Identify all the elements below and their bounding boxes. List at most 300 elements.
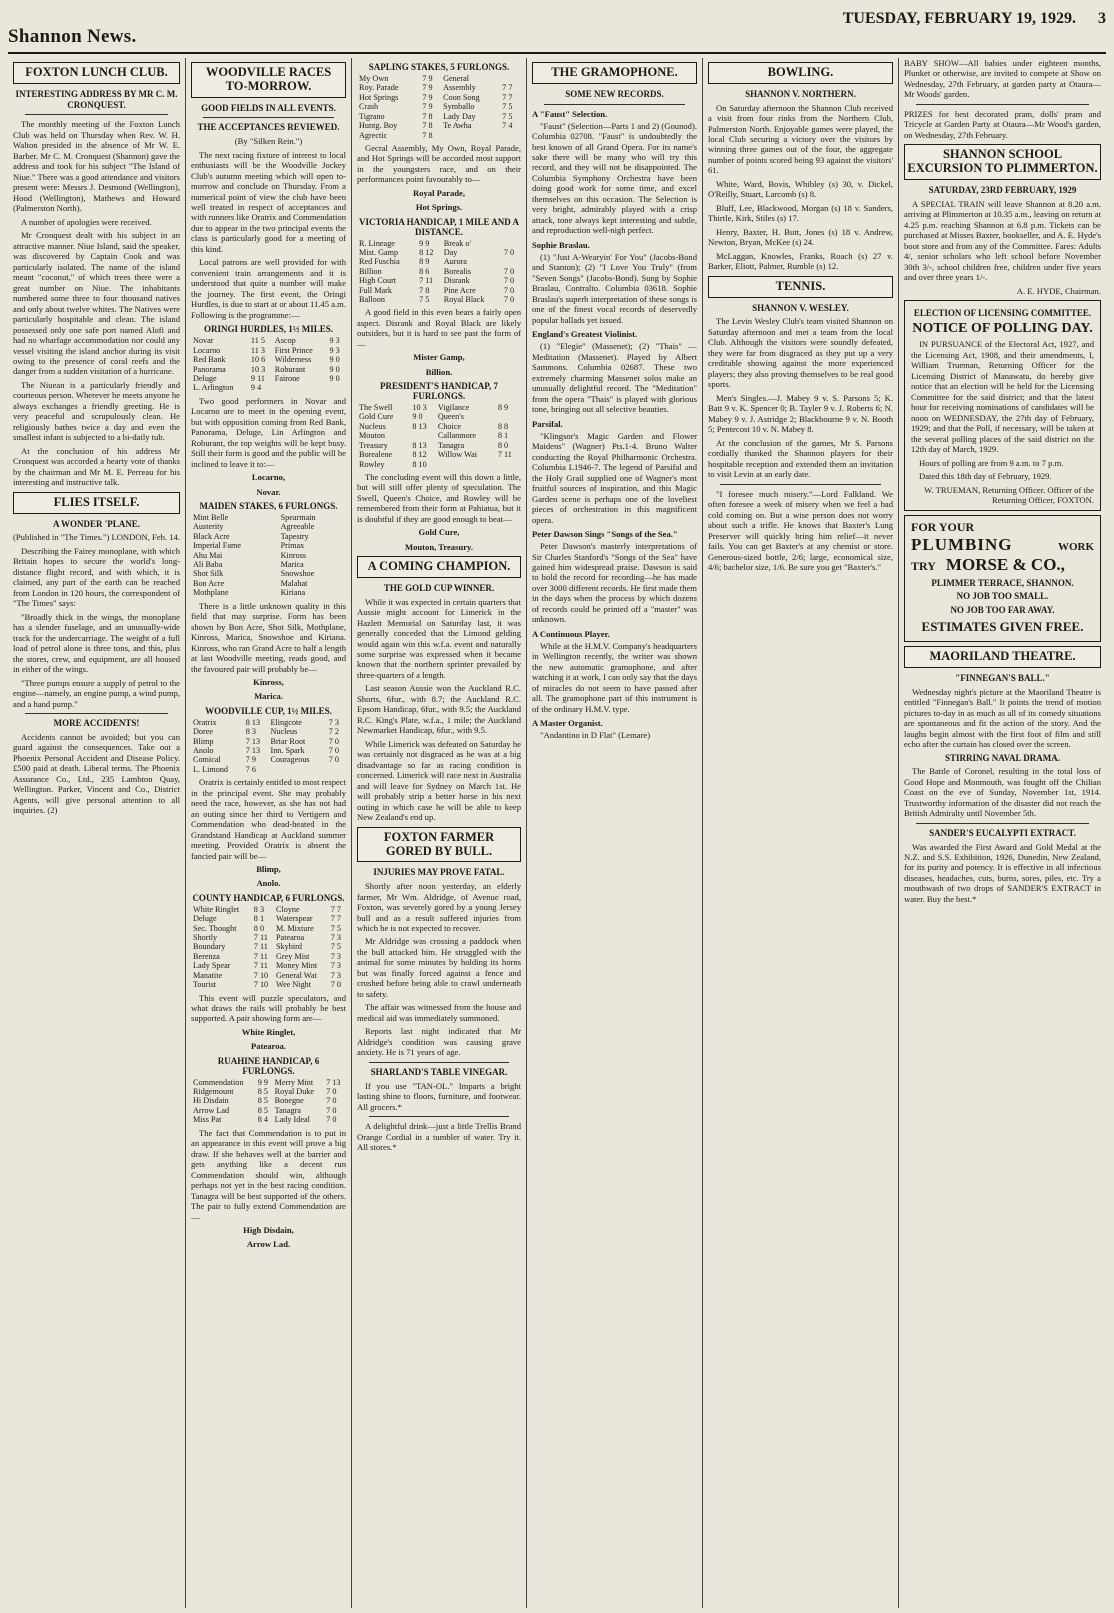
record-section-head: A "Faust" Selection. — [532, 108, 608, 119]
weights-row — [357, 112, 521, 121]
horse-name: Willow Wai — [437, 450, 477, 460]
horse-weight: 8 10 — [412, 459, 427, 469]
races-headline: WOODVILLE RACES TO-MORROW. — [191, 62, 346, 98]
horse-weight: 7 11 — [253, 932, 268, 942]
weights-row — [191, 1115, 346, 1124]
horse-weight: 7 8 — [422, 111, 433, 121]
horse-weight: 7 10 — [253, 970, 269, 980]
tennis-headline: TENNIS. — [708, 276, 893, 298]
horse-name: Wilderness — [274, 355, 312, 365]
horse-name: Malahat — [280, 578, 308, 588]
horse-weight — [340, 579, 346, 588]
plumbing-slogan2: NO JOB TOO FAR AWAY. — [950, 605, 1055, 616]
horse-name: Shot Silk — [193, 569, 224, 579]
article-paragraph: Mr Cronquest dealt with his subject in an attractive manner. Niue Island, said the speaker, was discovered by Captain Cook and was particularly isolated. The name of the island meant "coconut," of which trees there were a great number on Niue. The inhabitants numbered some three to four thousand natives and only about twelve whites. The Natives were particularly hospitable and clean. The island possessed only one safe port named Alofi and had no wharfage accommodation nor could any vessel visiting the island anchor during its visit owing to the presence of coral reefs and the danger from a sudden visitation of a hurricane. — [13, 230, 180, 377]
horse-name: Roburant — [274, 364, 306, 374]
race-tip: Mister Gamp, — [413, 352, 465, 363]
weights-row — [191, 942, 346, 951]
horse-name: Royal Black — [443, 295, 485, 305]
horse-name: L. Limond — [193, 764, 229, 774]
accidents-headline: MORE ACCIDENTS! — [53, 718, 140, 729]
advert-text: "I foresee much misery."—Lord Falkland. We often foresee a week of misery when we feel a bad cold coming on. But a wise person does not worry about such a trifle. He knows that Baxter's Lung Preserver will quickly bring him relief—it never fails. You can get Baxter's at any chemist or store. Generous-sized bottle, 2/6; large, economical size, 4/6; bachelor size, 1/6. Be sure you get "Baxter's." — [708, 488, 893, 573]
horse-weight: 7 0 — [330, 980, 341, 990]
horse-weight: 7 0 — [326, 1096, 337, 1106]
plumbing-line1: FOR YOUR — [911, 519, 975, 534]
horse-name: Lady Ideal — [274, 1115, 310, 1125]
horse-name: Oratrix — [193, 717, 217, 727]
horse-weight: 8 12 — [419, 247, 434, 257]
horse-weight: 8 3 — [245, 727, 256, 737]
horse-weight: 7 7 — [330, 914, 341, 924]
horse-weight: 7 0 — [503, 295, 515, 305]
horse-name: Full Mark — [359, 285, 392, 295]
horse-weight — [327, 765, 346, 774]
horse-weight: 7 13 — [245, 736, 261, 746]
weights-row — [191, 569, 346, 578]
horse-weight: 8 0 — [253, 923, 265, 933]
horse-weight: 8 1 — [497, 431, 509, 441]
horse-name: M. Mixture — [276, 923, 314, 933]
bowling-headline: BOWLING. — [708, 62, 893, 84]
horse-name: My Own — [359, 74, 389, 83]
horse-name: Marica — [280, 559, 304, 569]
record-section-head: England's Greatest Violinist. — [532, 329, 638, 340]
farmer-subhead: INJURIES MAY PROVE FATAL. — [373, 867, 505, 878]
horse-weight: 7 0 — [326, 1115, 337, 1125]
horse-name: Crash — [359, 102, 379, 112]
horse-weight: 7 13 — [326, 1077, 341, 1087]
record-section-head: A Master Organist. — [532, 718, 603, 729]
bowling-subhead: SHANNON V. NORTHERN. — [745, 88, 856, 99]
column-6 — [899, 58, 1106, 1608]
horse-weight: 7 0 — [503, 266, 515, 276]
horse-name: Kiriana — [280, 588, 306, 598]
weights-row — [191, 755, 346, 764]
race-title: COUNTY HANDICAP, 6 FURLONGS. — [192, 892, 345, 903]
article-paragraph: Henry, Baxter, H. Butt, Jones (s) 18 v. Andrew, Newton, Bryan, McKee (s) 24. — [708, 226, 893, 248]
film-title: "FINNEGAN'S BALL." — [955, 672, 1050, 683]
horse-weight: 7 5 — [330, 942, 341, 952]
weights-row — [191, 971, 346, 980]
gramophone-subhead: SOME NEW RECORDS. — [565, 88, 664, 99]
horse-name: Gold Cure — [359, 412, 394, 422]
weights-row — [191, 346, 346, 355]
horse-weight: 7 3 — [328, 717, 339, 727]
divider — [369, 1062, 509, 1063]
horse-name — [273, 383, 328, 392]
article-paragraph: (1) "Elegie" (Massenet); (2) "Thais" — Meditation (Massenet). Played by Albert Sammons. Columbia 02687. These two extremely charming Massenet solos make an unusually delightful record. The "Meditation" from the opera "Thais" is played with glorious tone, bringing out all selective beauties. — [532, 341, 697, 415]
horse-name: Coon Song — [443, 92, 480, 102]
horse-name: Locarno — [193, 345, 221, 355]
weights-row — [357, 450, 521, 459]
theatre-headline: MAORILAND THEATRE. — [904, 646, 1101, 668]
horse-name: General Wat — [276, 970, 317, 980]
article-paragraph: "Broadly thick in the wings, the monoplane has a slender fuselage, and an unusually-wide track for the undercarriage. The weight of a full load of petrol alone is three tons, and this, plus the stores, crew, and equipment, are all housed in either of the wings. — [13, 611, 180, 675]
weights-row — [357, 93, 521, 102]
horse-weight: 7 9 — [422, 102, 433, 112]
horse-weight: 9 0 — [412, 412, 423, 422]
drama-text: The Battle of Coronel, resulting in the total loss of Good Hope and Monmouth, was fought off the Chilian Coast on the eve of Sunday, November 1st, 1914. Trustworthy information of the disaster did not reach the British Admiralty until November 5th. — [904, 766, 1101, 819]
weights-row — [357, 460, 521, 469]
horse-name: Fairone — [274, 374, 300, 384]
horse-name: Elingcote — [270, 717, 302, 727]
horse-name: Sec. Thought — [193, 923, 237, 933]
horse-name: Berenza — [193, 951, 220, 961]
race-tip: Hot Springs. — [415, 202, 463, 213]
horse-weight: 7 2 — [328, 727, 339, 737]
advert-text: A delightful drink—just a little Trellis Brand Orange Cordial in a tumbler of water. Try it. All stores.* — [357, 1121, 521, 1153]
plumbing-firm: MORSE & CO., — [945, 554, 1065, 574]
horse-name: Ascop — [274, 336, 296, 346]
horse-weight: 8 4 — [257, 1115, 268, 1125]
race-tip: Arrow Lad. — [246, 1239, 291, 1250]
article-paragraph: Describing the Fairey monoplane, with which Britain hopes to secure the world's long-distance flight record, and with which, it is claimed, any part of the earth can be reached from London in 120 hours, the correspondent of "The Times" says: — [13, 545, 180, 609]
horse-name: Anolo — [193, 745, 214, 755]
weights-row — [191, 765, 346, 774]
horse-weight: 7 6 — [245, 764, 256, 774]
race-comment: Oratrix is certainly entitled to most respect in the principal event. She may probably need the race, however, as she has not had an outing since her third to Vertigern and Commendation who dead-heated in the Grandstand Handicap at Auckland summer meeting. Provided Oratrix is absent the fancied pair will be— — [191, 777, 347, 861]
lunch-club-subhead: INTERESTING ADDRESS BY MR C. M. CRONQUEST. — [15, 88, 178, 110]
horse-name — [436, 460, 496, 469]
horse-weight: 7 11 — [253, 942, 268, 952]
horse-weight: 7 7 — [330, 904, 341, 914]
plumbing-try: TRY — [911, 558, 936, 573]
weights-row — [357, 131, 521, 140]
horse-name: Ridgemount — [193, 1087, 234, 1097]
weights-row — [357, 403, 521, 412]
horse-weight — [340, 569, 346, 578]
race-tip: Anolo. — [256, 878, 281, 889]
excursion-headline: SHANNON SCHOOL EXCURSION TO PLIMMERTON. — [904, 144, 1101, 180]
horse-weight: 10 6 — [250, 355, 266, 365]
plumbing-advert — [904, 515, 1101, 642]
weights-table — [357, 74, 521, 140]
race-tip: Marica. — [254, 691, 283, 702]
horse-weight: 7 0 — [326, 1087, 337, 1097]
divider — [25, 114, 168, 115]
article-paragraph: McLaggan, Knowles, Franks, Roach (s) 27 v. Barker, Eliott, Palmer, Rumble (s) 12. — [708, 250, 893, 272]
article-paragraph: Reports last night indicated that Mr Aldridge's condition was causing grave anxiety. He is 71 years of age. — [357, 1026, 521, 1058]
weights-table — [191, 1078, 346, 1125]
article-paragraph: Shortly after noon yesterday, an elderly farmer, Mr Wm. Aldridge, of Avenue road, Foxton, was severely gored by a young Jersey bull and as a result suffered injuries from which he is not expected to recover. — [357, 881, 521, 933]
article-paragraph: At the conclusion of his address Mr Cronquest was accorded a hearty vote of thanks by the chairman and Mr M. E. Perreau for his interesting and instructive talk. — [13, 445, 180, 488]
section-head: THE ACCEPTANCES REVIEWED. — [197, 122, 340, 133]
weights-table — [191, 336, 346, 393]
article-paragraph: While Limerick was defeated on Saturday he was certainly not disgraced as he was at a big disadvantage so far as racing condition is concerned. Limerick will race next in Australia and will leave for Sydney on March 1st. He will probably strip a better horse in his next outing in which case he will be able to keep New Zealand's end up. — [357, 738, 521, 823]
horse-name: Arrow Lad — [193, 1105, 230, 1115]
horse-weight: 8 13 — [412, 421, 427, 431]
horse-name: Ali Baba — [193, 559, 223, 569]
horse-weight: 7 13 — [245, 745, 261, 755]
horse-weight — [340, 560, 346, 569]
weights-row — [357, 83, 521, 92]
election-signature: W. TRUEMAN, Returning Officer. Officer of the Returning Officer, FOXTON. — [924, 484, 1094, 505]
weights-row — [357, 276, 521, 285]
horse-name: Deluge — [193, 374, 217, 384]
horse-weight: 7 0 — [326, 1105, 337, 1115]
horse-weight: 8 6 — [419, 266, 430, 276]
horse-weight — [502, 239, 521, 248]
article-paragraph: Peter Dawson's masterly interpretations of Sir Charles Stanford's "Songs of the Sea" have gained him widespread praise. Dawson is said to hold the record for recording—he has made over 3000 different records. He first made them in the days when the process by which dozens of records could be printed off a "master" was unknown. — [532, 541, 697, 625]
horse-name: Rowley — [359, 459, 385, 469]
race-tip: Mouton, Treasury. — [404, 541, 474, 552]
race-list — [191, 324, 346, 1249]
article-paragraph: (1) "Just A-Wearyin' For You" (Jacobs-Bond and Stanton); (2) "I Love You Truly" (from "Seven Songs" (Jacobs-Bond). Sung by Sophie Braslau, Contralto. Columbia 03618. Sophie Braslau's superb interpretation of these songs is one of the finest vocal records of deservedly popular ballads yet issued. — [532, 251, 697, 325]
divider — [720, 484, 881, 485]
weights-table — [191, 905, 346, 990]
horse-name: Hi Disdain — [193, 1096, 229, 1106]
horse-weight: 8 1 — [253, 914, 265, 924]
horse-weight: 10 3 — [250, 364, 266, 374]
article-paragraph: "Klingsor's Magic Garden and Flower Maidens" (Wagner) Pts.1-4. Bruno Walter conducting the Royal Philharmonic Orchestra. Columbia L1946-7. The legend of Parsifal and the Holy Grail supplied one of Wagner's most fruitful sources of inspiration, and this Magic Garden scene is perhaps one of the loveliest pieces of orchestration in this magnificent opera. — [532, 430, 697, 525]
plumbing-slogan1: NO JOB TOO SMALL. — [956, 591, 1049, 602]
byline: (By "Silken Rein.") — [234, 136, 303, 147]
horse-weight: 9 0 — [329, 364, 340, 374]
election-headline: ELECTION OF LICENSING COMMITTEE. — [913, 307, 1092, 318]
race-comment: There is a little unknown quality in this field that may surprise. Form has been shown by Bon Acre, Shot Silk, Mothplane, Kinross, Marica, Snowshoe and Kiriana. Kinross, who ran Grand Acre to half a length at last Woodville meeting, reads good, and the favoured pair will probably be— — [191, 600, 346, 674]
weights-row — [191, 588, 346, 597]
divider — [916, 104, 1089, 105]
horse-name: First Prince — [274, 345, 313, 355]
horse-name: Mint Belle — [193, 512, 229, 522]
race-tip: Kinross, — [253, 677, 284, 688]
horse-name: Grey Mist — [276, 951, 310, 961]
horse-weight: 7 0 — [328, 755, 339, 765]
theatre-text: Wednesday night's picture at the Maoriland Theatre is entitled "Finnegan's Ball." It points the trend of motion pictures to-day in as much as all of its comedy situations are spontaneous and fit the action of the story. And the laughs begin almost with the first foot of film and still echo after the curtain has closed over the screen. — [904, 686, 1101, 750]
horse-weight — [340, 588, 346, 597]
article-paragraph: "Faust" (Selection—Parts 1 and 2) (Gounod). Columbia 02708. "Faust" is undoubtedly the best known of all Grand Opera. For its name's sake there will be many who will try this record, and they will not be disappointed. The Columbia Symphony Orchestra have been doing good work for some time, and excel themselves on this occasion. The Selection is very bright, admirably played with a crisp attack, tone always kept interesting and subtle, and reproduction well-nigh perfect. — [532, 120, 697, 236]
horse-weight: 7 9 — [245, 755, 256, 765]
weights-row — [357, 295, 521, 304]
horse-weight — [496, 460, 521, 469]
divider — [25, 713, 168, 714]
weights-row — [191, 1078, 346, 1087]
horse-name: Inn. Spark — [270, 745, 305, 755]
horse-name: White Ringlet — [193, 904, 240, 914]
horse-name: Boundary — [193, 942, 226, 952]
weights-row — [191, 365, 346, 374]
horse-weight — [502, 257, 521, 266]
horse-weight — [340, 513, 346, 522]
race-comment: Gecral Assembly, My Own, Royal Parade, and Hot Springs will be accorded most support in the youngsters race, and on their performances point favourably to— — [357, 142, 521, 185]
horse-weight: 8 12 — [412, 450, 427, 460]
weights-row — [191, 746, 346, 755]
race-tip: White Ringlet, — [241, 1026, 296, 1037]
column-4 — [527, 58, 703, 1608]
horse-name: Commendation — [193, 1077, 244, 1087]
election-notice — [904, 300, 1101, 511]
weights-table — [191, 513, 346, 598]
horse-weight: 7 3 — [330, 951, 341, 961]
race-comment: A good field in this even bears a fairly open aspect. Disrank and Royal Black are likely outsiders, but it is hard to see past the form of— — [357, 307, 521, 349]
article-paragraph: A number of apologies were received. — [21, 216, 152, 227]
horse-name: Huntg. Boy — [359, 121, 398, 131]
horse-weight: 8 5 — [257, 1087, 268, 1097]
horse-name: L. Arlington — [193, 383, 234, 393]
weights-row — [191, 905, 346, 914]
divider — [544, 104, 685, 105]
article-paragraph: The Niuean is a particularly friendly and courteous person. Wherever he meets anyone he always exchanges a friendly greeting. He is very peaceful and scrupulously clean. He religiously bathes twice a day and even the smallest infant is subjected to a bi-daily tub. — [13, 379, 180, 443]
horse-weight: 9 11 — [250, 374, 265, 384]
horse-weight: 7 0 — [503, 285, 515, 295]
horse-weight: 9 4 — [250, 383, 262, 393]
horse-weight — [500, 131, 521, 140]
page-number: 3 — [1098, 10, 1106, 27]
dateline: (Published in "The Times.") LONDON, Feb. 14. — [13, 532, 180, 543]
column-3 — [352, 58, 527, 1608]
horse-weight: 7 5 — [330, 923, 341, 933]
flies-subhead: A WONDER 'PLANE. — [52, 518, 141, 529]
weights-row — [191, 718, 346, 727]
horse-weight: 11 5 — [250, 336, 265, 346]
horse-name: Pine Acre — [443, 285, 476, 295]
horse-name: Miss Pat — [193, 1115, 222, 1125]
champion-subhead: THE GOLD CUP WINNER. — [383, 582, 495, 593]
horse-name: Balloon — [359, 295, 385, 305]
weights-row — [357, 239, 521, 248]
weights-row — [357, 286, 521, 295]
weights-row — [191, 1087, 346, 1096]
record-section-head: Peter Dawson Sings "Songs of the Sea." — [532, 529, 678, 540]
advert-text: Accidents cannot be avoided; but you can guard against the consequences. Take out a Phoenix Personal Accident and Disease Policy. £500 paid at death. Liberal terms. The Phoenix Assurance Co., Ltd., 235 Lambton Quay, Wellington. Parker, Vincent and Co., District Agents, will give personal attention to all inquiries. (2) — [13, 731, 180, 816]
record-section-head: Parsifal. — [532, 418, 563, 429]
horse-name: Comical — [193, 755, 221, 765]
horse-weight — [410, 431, 436, 440]
weights-row — [191, 336, 346, 345]
horse-weight: 7 11 — [253, 951, 268, 961]
horse-name: High Court — [359, 276, 397, 286]
horse-name: Mist. Gamp — [359, 247, 399, 257]
horse-weight — [340, 532, 346, 541]
horse-name: Nucleus — [359, 421, 386, 431]
plumbing-line3: WORK — [1057, 540, 1094, 553]
horse-weight: 8 9 — [497, 403, 509, 413]
race-title: ORINGI HURDLES, 1½ MILES. — [203, 324, 334, 335]
columns — [8, 58, 1106, 1608]
horse-weight: 7 0 — [328, 736, 339, 746]
horse-name: Manatite — [193, 970, 223, 980]
horse-weight: 7 8 — [422, 121, 433, 131]
plumbing-address: PLIMMER TERRACE, SHANNON. — [931, 577, 1074, 588]
horse-name: Queen's — [437, 412, 464, 422]
horse-name: Assembly — [443, 83, 476, 93]
weights-table — [357, 239, 521, 305]
horse-name: Briar Root — [270, 736, 306, 746]
horse-name: Lady Spear — [193, 961, 231, 971]
horse-weight: 9 0 — [329, 374, 340, 384]
weights-row — [191, 727, 346, 736]
race-tip: Patearoa. — [251, 1041, 286, 1052]
article-paragraph: The next racing fixture of interest to local enthusiasts will be the Woodville Jockey Club's autumn meeting which will open to-morrow and conclude on Thursday. From a numerical point of view the club have been well treated in respect of acceptances and with runners like Oratrix and Commendation due to appear in the two principal events the class is particularly good for a meeting of this kind. — [191, 149, 346, 254]
race-title: WOODVILLE CUP, 1½ MILES. — [205, 705, 332, 716]
issue-date: TUESDAY, FEBRUARY 19, 1929. — [842, 10, 1076, 27]
election-hours: Hours of polling are from 9 a.m. to 7 p.m. — [919, 457, 1064, 468]
horse-name — [268, 765, 326, 774]
article-paragraph: While it was expected in certain quarters that Aussie might account for Limerick in the Hazlett Memorial on Saturday last, it was generally conceded that the Limond gelding would again win this w.f.a. event and naturally some surprise was expressed when it became known that the northern sprinter prevailed by three-quarters of a length. — [357, 596, 521, 680]
weights-row — [191, 737, 346, 746]
weights-row — [357, 74, 521, 83]
weights-row — [191, 560, 346, 569]
horse-name: Skybird — [276, 942, 302, 952]
divider — [369, 1116, 509, 1117]
masthead-date-block — [843, 10, 1106, 28]
horse-name: Borealene — [359, 450, 393, 460]
horse-name: Day — [443, 247, 458, 257]
horse-weight: 7 9 — [422, 83, 433, 93]
column-1 — [8, 58, 186, 1608]
weights-row — [191, 980, 346, 989]
horse-weight: 8 13 — [245, 717, 261, 727]
race-tip: Novar. — [256, 486, 281, 497]
horse-weight: 7 11 — [497, 450, 512, 460]
horse-name: Tigrano — [359, 111, 385, 121]
horse-name: Imperial Fame — [193, 541, 241, 551]
horse-weight: 7 0 — [328, 745, 339, 755]
horse-weight: 7 5 — [502, 111, 513, 121]
flies-headline: FLIES ITSELF. — [13, 492, 180, 514]
weights-row — [191, 355, 346, 364]
horse-name: Money Mint — [276, 961, 318, 971]
horse-name: Novar — [193, 336, 214, 346]
horse-weight — [327, 383, 346, 392]
article-paragraph: The affair was witnessed from the house and medical aid was immediately summoned. — [357, 1002, 521, 1023]
eucalypti-text: Was awarded the First Award and Gold Medal at the N.Z. and S.S. Exhibition, 1926, Dunedin, New Zealand, for its purity and potency. It is effective in all infectious diseases, headaches, cuts, burns, sores, piles, etc. Try a mouthwash of two drops of SANDER'S EXTRACT in water. Buy the best.* — [904, 841, 1101, 904]
horse-name: Callanmore — [437, 431, 477, 441]
horse-weight — [340, 551, 346, 560]
horse-weight: 7 3 — [330, 932, 341, 942]
horse-weight — [496, 412, 521, 421]
horse-weight: 7 5 — [502, 102, 513, 112]
plumbing-line2: PLUMBING — [911, 534, 1013, 554]
eucalypti-headline: SANDER'S EUCALYPTI EXTRACT. — [929, 827, 1076, 838]
horse-name: Borealis — [443, 266, 472, 276]
horse-weight: 7 10 — [253, 980, 269, 990]
horse-weight: 7 7 — [502, 83, 513, 93]
weights-row — [357, 102, 521, 111]
farmer-headline: FOXTON FARMER GORED BY BULL. — [357, 827, 521, 863]
horse-name: Panorama — [193, 364, 226, 374]
race-tip: Royal Parade, — [412, 187, 466, 198]
article-paragraph: White, Ward, Bovis, Whibley (s) 30, v. Dickel, O'Reilly, Stuart, Larcomb (s) 8. — [708, 178, 893, 200]
vinegar-headline: SHARLAND'S TABLE VINEGAR. — [370, 1066, 508, 1077]
divider — [916, 823, 1089, 824]
gramophone-headline: THE GRAMOPHONE. — [532, 62, 697, 84]
horse-weight: 9 9 — [419, 238, 430, 248]
horse-name: Blimp — [193, 736, 214, 746]
horse-weight: 7 3 — [330, 970, 341, 980]
drama-head: STIRRING NAVAL DRAMA. — [945, 752, 1060, 763]
horse-weight: 7 0 — [503, 247, 515, 257]
horse-weight — [340, 522, 346, 531]
races-subhead: GOOD FIELDS IN ALL EVENTS. — [201, 102, 336, 113]
weights-row — [191, 522, 346, 531]
weights-row — [357, 248, 521, 257]
horse-name — [441, 131, 500, 140]
horse-weight: 7 9 — [422, 92, 433, 102]
horse-name: Royal Duke — [274, 1087, 315, 1097]
horse-name: Kinross — [280, 550, 307, 560]
horse-weight: 9 0 — [329, 355, 340, 365]
horse-name: Billion — [359, 266, 382, 276]
horse-name: Bonegne — [274, 1096, 304, 1106]
horse-name: Merry Mint — [274, 1077, 314, 1087]
horse-weight: 7 4 — [502, 121, 513, 131]
horse-name: Waterspear — [276, 914, 313, 924]
horse-weight: 9 3 — [329, 345, 340, 355]
prizes-notice: PRIZES for best decorated pram, dolls' pram and Tricycle at Garden Party at Otaura—Mr Wood's garden, on Wednesday, 27th February. — [904, 108, 1101, 140]
horse-weight: 7 5 — [419, 295, 430, 305]
race-comment: Two good performers in Novar and Locarno are to meet in the opening event, but with opposition coming from Red Bank, Panorama, Deluge, Lin Arlington and Roburant, the top weights will be kept busy. Still their form is good and the public will be inclined to leave it to:— — [191, 395, 346, 469]
